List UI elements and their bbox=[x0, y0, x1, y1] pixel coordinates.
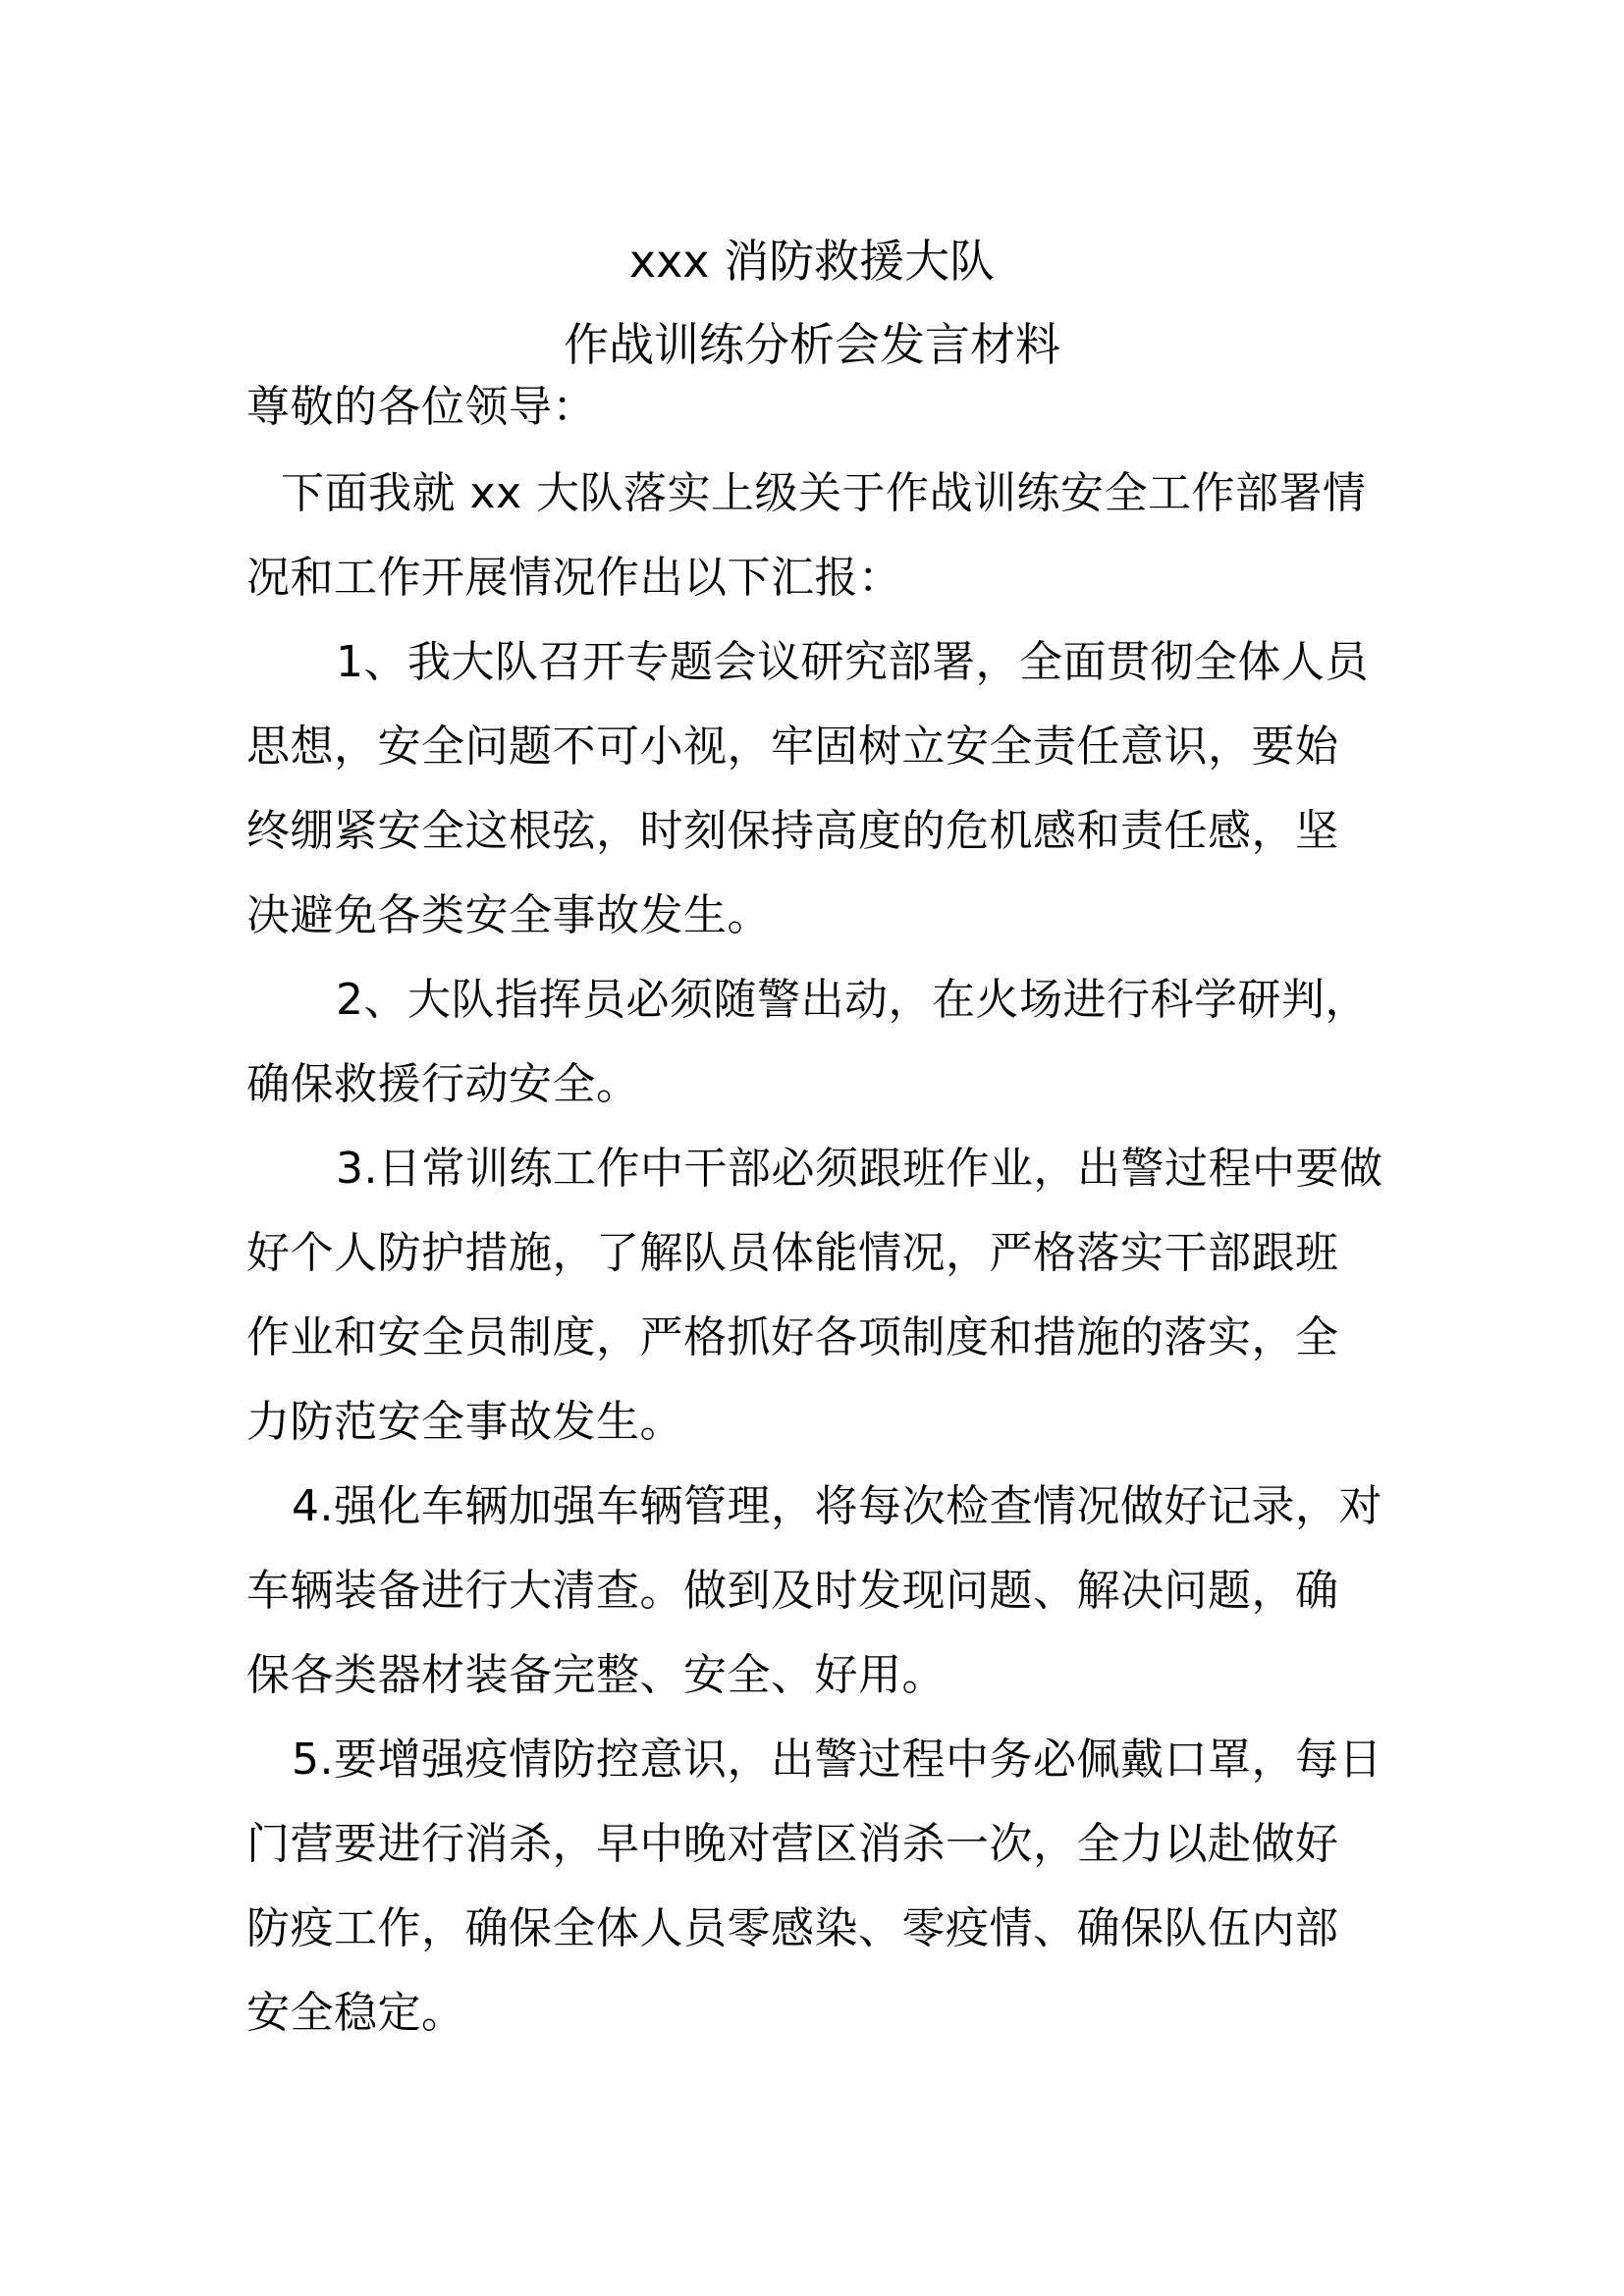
item-2-line: 确保救援行动安全。 bbox=[246, 1059, 640, 1109]
item-1-line: 终绷紧安全这根弦，时刻保持高度的危机感和责任感，坚 bbox=[246, 806, 1339, 856]
item-5-line: 安全稳定。 bbox=[246, 1988, 465, 2038]
intro-line: 况和工作开展情况作出以下汇报： bbox=[246, 553, 902, 603]
document-title-subject: 作战训练分析会发言材料 bbox=[564, 318, 1060, 371]
item-4-line: 车辆装备进行大清查。做到及时发现问题、解决问题，确 bbox=[246, 1566, 1339, 1616]
item-4-line: 保各类器材装备完整、安全、好用。 bbox=[246, 1650, 946, 1700]
item-1-line: 决避免各类安全事故发生。 bbox=[246, 890, 771, 940]
document-title-unit: xxx 消防救援大队 bbox=[628, 235, 996, 288]
item-5-line: 门营要进行消杀，早中晚对营区消杀一次，全力以赴做好 bbox=[246, 1819, 1339, 1869]
intro-line: 下面我就 xx 大队落实上级关于作战训练安全工作部署情 bbox=[281, 468, 1367, 518]
item-5-line: 防疫工作，确保全体人员零感染、零疫情、确保队伍内部 bbox=[246, 1903, 1339, 1953]
item-3-line: 作业和安全员制度，严格抓好各项制度和措施的落实，全 bbox=[246, 1312, 1339, 1362]
item-1-line: 思想，安全问题不可小视，牢固树立安全责任意识，要始 bbox=[246, 721, 1339, 772]
item-3-line: 好个人防护措施，了解队员体能情况，严格落实干部跟班 bbox=[246, 1228, 1339, 1278]
item-5-line: 5.要增强疫情防控意识，出警过程中务必佩戴口罩，每日 bbox=[292, 1735, 1382, 1785]
item-4-line: 4.强化车辆加强车辆管理，将每次检查情况做好记录，对 bbox=[292, 1481, 1382, 1531]
item-3-line: 3.日常训练工作中干部必须跟班作业，出警过程中要做 bbox=[336, 1144, 1383, 1194]
item-2-line: 2、大队指挥员必须随警出动，在火场进行科学研判， bbox=[336, 975, 1369, 1025]
item-3-line: 力防范安全事故发生。 bbox=[246, 1397, 683, 1447]
salutation: 尊敬的各位领导： bbox=[246, 382, 596, 432]
item-1-line: 1、我大队召开专题会议研究部署，全面贯彻全体人员 bbox=[336, 637, 1369, 687]
